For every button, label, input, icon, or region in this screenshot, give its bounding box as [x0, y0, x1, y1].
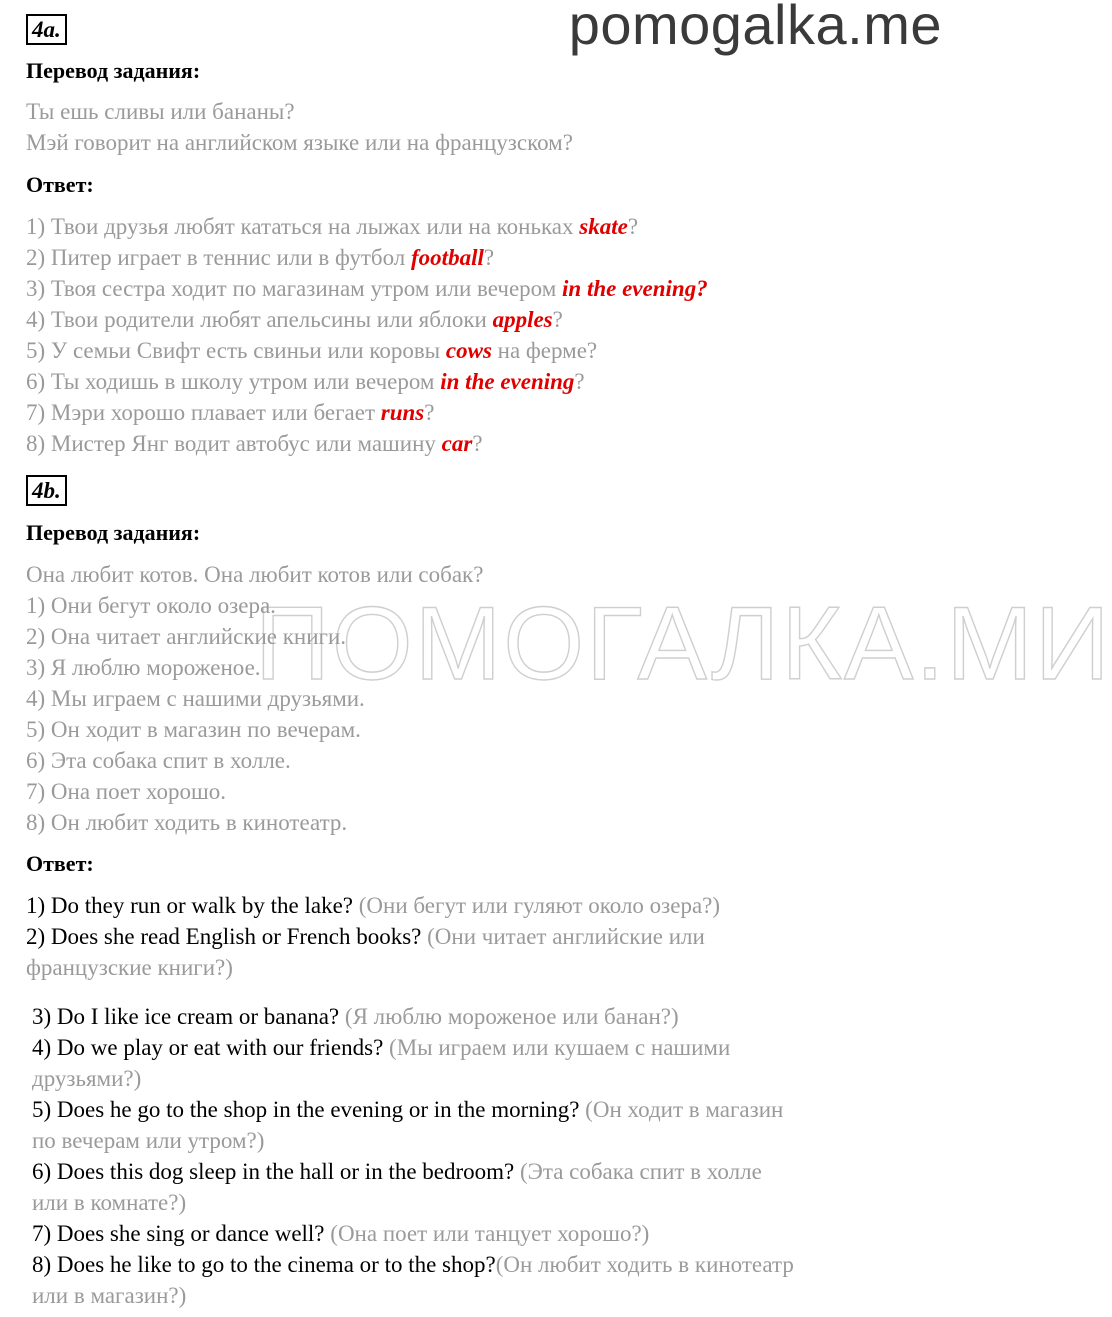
- answer-line-continuation: или в комнате?): [32, 1190, 187, 1215]
- answer-suffix: ?: [574, 369, 585, 394]
- answer-line-4a: [26, 242, 494, 273]
- answer-question: 1) Твои друзья любят кататься на лыжах или на коньках: [26, 214, 580, 239]
- answer-question: 7) Мэри хорошо плавает или бегает: [26, 400, 381, 425]
- answer-line-4a: [26, 335, 597, 366]
- site-title: pomogalka.me: [568, 0, 942, 56]
- answer-line-continuation: друзьями?): [32, 1066, 142, 1091]
- answer-highlight: runs: [380, 400, 425, 425]
- answer-line-4b: [32, 1249, 794, 1280]
- russian-translation: (Я люблю мороженое или банан?): [344, 1004, 679, 1029]
- russian-translation: (Эта собака спит в холле: [520, 1159, 762, 1184]
- russian-translation: (Они бегут или гуляют около озера?): [358, 893, 721, 918]
- answer-suffix: на ферме?: [491, 338, 598, 363]
- answer-question: 4) Твои родители любят апельсины или яблоки: [26, 307, 493, 332]
- answer-question: 8) Мистер Янг водит автобус или машину: [26, 431, 442, 456]
- answer-line-4a: [26, 397, 434, 428]
- translation-line-4b: Она любит котов. Она любит котов или собак?: [26, 562, 484, 587]
- answer-question: 3) Твоя сестра ходит по магазинам утром или вечером: [26, 276, 563, 301]
- answer-suffix: ?: [552, 307, 563, 332]
- translation-line-4b: 1) Они бегут около озера.: [26, 593, 276, 618]
- answer-line-continuation: или в магазин?): [32, 1283, 187, 1308]
- answer-line-4b: [32, 1094, 783, 1125]
- answer-suffix: ?: [483, 245, 495, 270]
- answer-suffix: ?: [472, 431, 483, 456]
- translation-heading-4b: Перевод задания:: [26, 520, 201, 545]
- answer-question: 2) Питер играет в теннис или в футбол: [26, 245, 412, 270]
- answer-heading-4a: Ответ:: [26, 172, 94, 197]
- answer-line-4b: [32, 1218, 649, 1249]
- answer-line-4b: [32, 1001, 679, 1032]
- answer-heading-4b: Ответ:: [26, 851, 94, 876]
- answer-question: 6) Ты ходишь в школу утром или вечером: [26, 369, 441, 394]
- translation-line-4a: Ты ешь сливы или бананы?: [26, 99, 295, 124]
- answer-line-4b: [26, 890, 720, 921]
- russian-translation: (Он любит ходить в кинотеатр: [495, 1252, 794, 1277]
- translation-line-4b: 7) Она поет хорошо.: [26, 779, 226, 804]
- answer-highlight: apples: [492, 307, 553, 332]
- translation-line-4b: 3) Я люблю мороженое.: [26, 655, 261, 680]
- answer-line-4b: [32, 1032, 730, 1063]
- english-question: 8) Does he like to go to the cinema or to the shop?: [32, 1252, 496, 1277]
- answer-highlight: cows: [445, 338, 492, 363]
- translation-line-4b: 4) Мы играем с нашими друзьями.: [26, 686, 365, 711]
- russian-translation: (Она поет или танцует хорошо?): [330, 1221, 650, 1246]
- translation-line-4b: 2) Она читает английские книги.: [26, 624, 347, 649]
- translation-heading-4a: Перевод задания:: [26, 58, 201, 83]
- translation-line-4b: 8) Он любит ходить в кинотеатр.: [26, 810, 348, 835]
- answer-highlight: car: [441, 431, 473, 456]
- english-question: 3) Do I like ice cream or banana?: [32, 1004, 345, 1029]
- english-question: 2) Does she read English or French books?: [26, 924, 428, 949]
- english-question: 5) Does he go to the shop in the evening or in the morning?: [32, 1097, 586, 1122]
- answer-highlight: football: [411, 245, 484, 270]
- english-question: 1) Do they run or walk by the lake?: [26, 893, 359, 918]
- watermark: ПОМОГАЛКА.МИ: [255, 586, 1112, 702]
- answer-line-4a: [26, 211, 638, 242]
- answer-highlight: skate: [579, 214, 628, 239]
- answer-question: 5) У семьи Свифт есть свиньи или коровы: [26, 338, 446, 363]
- answer-line-4a: [26, 428, 483, 459]
- exercise-label-4b: 4b.: [26, 475, 67, 506]
- translation-line-4a: Мэй говорит на английском языке или на французском?: [26, 130, 573, 155]
- translation-line-4b: 6) Эта собака спит в холле.: [26, 748, 291, 773]
- english-question: 4) Do we play or eat with our friends?: [32, 1035, 390, 1060]
- russian-translation: (Они читает английские или: [427, 924, 705, 949]
- answer-highlight: in the evening?: [562, 276, 708, 301]
- english-question: 6) Does this dog sleep in the hall or in the bedroom?: [32, 1159, 521, 1184]
- answer-line-4a: [26, 366, 585, 397]
- answer-suffix: ?: [627, 214, 639, 239]
- answer-line-4b: [26, 921, 705, 952]
- russian-translation: (Мы играем или кушаем с нашими: [389, 1035, 731, 1060]
- english-question: 7) Does she sing or dance well?: [32, 1221, 331, 1246]
- answer-line-continuation: по вечерам или утром?): [32, 1128, 265, 1153]
- answer-line-4a: [26, 273, 708, 304]
- russian-translation: (Он ходит в магазин: [585, 1097, 784, 1122]
- answer-line-continuation: французские книги?): [26, 955, 233, 980]
- answer-highlight: in the evening: [440, 369, 575, 394]
- exercise-label-4a: 4a.: [26, 14, 67, 45]
- answer-suffix: ?: [424, 400, 435, 425]
- translation-line-4b: 5) Он ходит в магазин по вечерам.: [26, 717, 361, 742]
- answer-line-4a: [26, 304, 563, 335]
- answer-line-4b: [32, 1156, 762, 1187]
